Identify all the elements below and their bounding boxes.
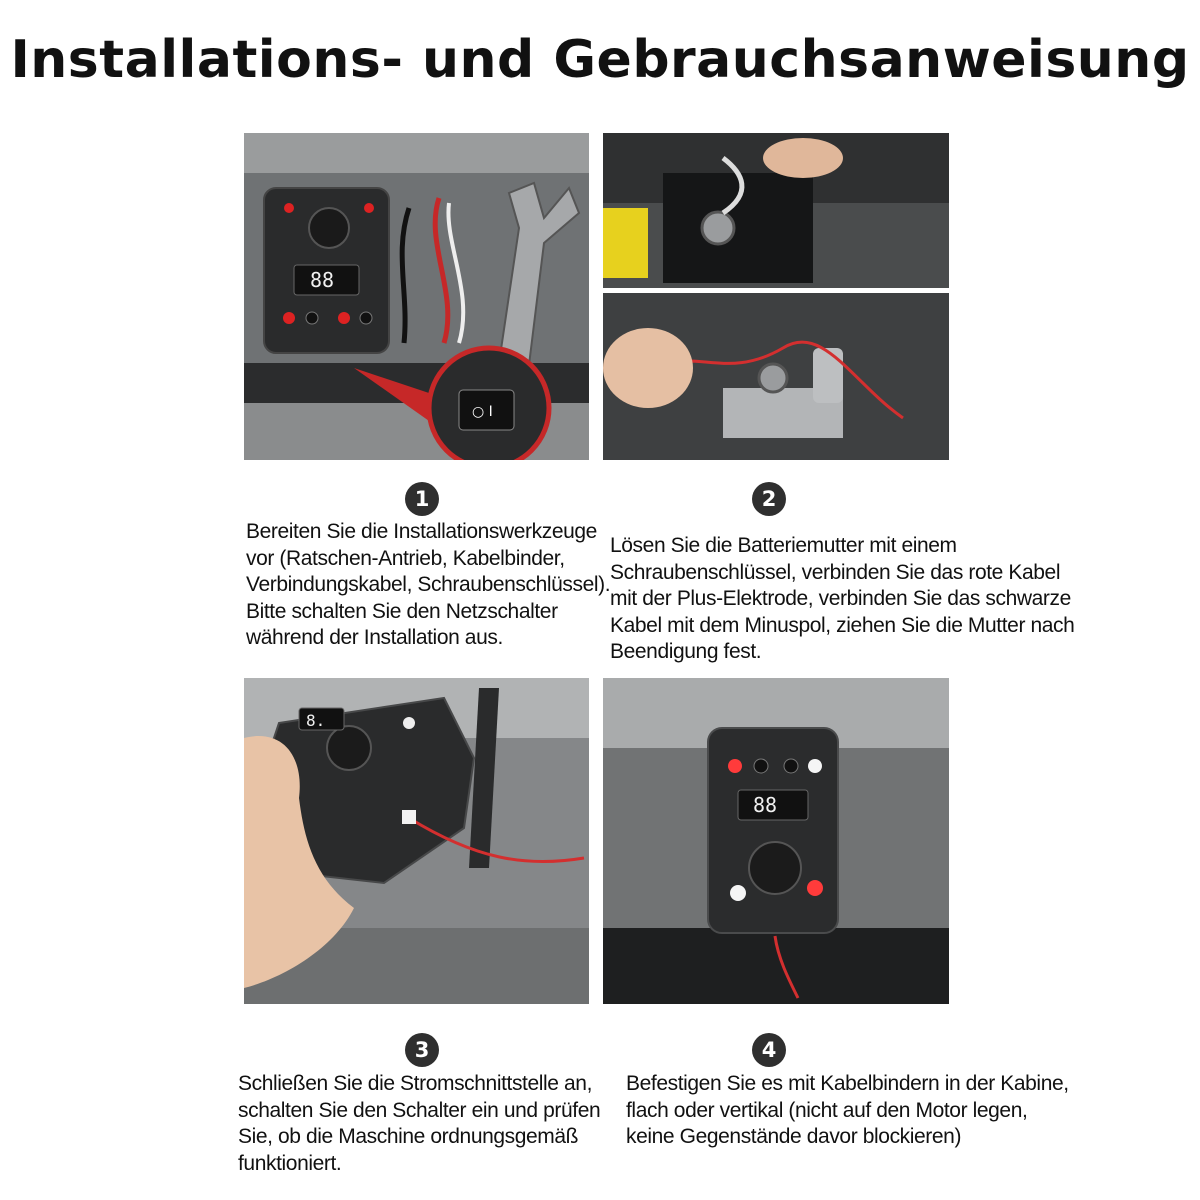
step-2-line: Beendigung fest.: [610, 640, 762, 663]
step-1-description: [246, 519, 610, 652]
step-3-line: schalten Sie den Schalter ein und prüfen: [238, 1098, 601, 1122]
step-2-description: [610, 533, 1074, 666]
photo-step-2: [603, 133, 949, 460]
step-3-line: Sie, ob die Maschine ordnungsgemäß: [238, 1125, 579, 1148]
step-3-line: Schließen Sie die Stromschnittstelle an,: [238, 1072, 593, 1095]
page-title: Installations- und Gebrauchsanweisung: [10, 30, 1190, 90]
step-1-number: 1: [405, 482, 439, 516]
step-3-number: 3: [405, 1033, 439, 1067]
photo-step-4-illustration: [603, 678, 949, 1004]
step-1-line: Verbindungskabel, Schraubenschlüssel).: [246, 573, 611, 596]
svg-text:○ I: ○ I: [472, 404, 493, 420]
step-4-line: flach oder vertikal (nicht auf den Motor legen,: [626, 1098, 1028, 1122]
step-2-line: Kabel mit dem Minuspol, ziehen Sie die Mutter nach: [610, 613, 1075, 637]
step-2-number: 2: [752, 482, 786, 516]
step-3-line: funktioniert.: [238, 1151, 342, 1175]
step-2-line: Schraubenschlüssel, verbinden Sie das rote Kabel: [610, 560, 1061, 584]
photo-step-4: [603, 678, 949, 1004]
step-4-description: [626, 1071, 1069, 1151]
step-2-line: mit der Plus-Elektrode, verbinden Sie das schwarze: [610, 587, 1071, 610]
step-4-line: Befestigen Sie es mit Kabelbindern in der Kabine,: [626, 1072, 1069, 1095]
step-4-line: keine Gegenstände davor blockieren): [626, 1125, 962, 1148]
step-1-line: Bitte schalten Sie den Netzschalter: [246, 599, 558, 623]
photo-step-1: [244, 133, 589, 460]
photo-step-1-illustration: [244, 133, 589, 460]
step-4-number: 4: [752, 1033, 786, 1067]
step-2-line: Lösen Sie die Batteriemutter mit einem: [610, 534, 957, 557]
photo-step-3-illustration: [244, 678, 589, 1004]
step-3-description: [238, 1071, 600, 1177]
device-display-4: 88: [753, 793, 778, 817]
photo-step-3: [244, 678, 589, 1004]
photo-step-2-illustration: [603, 133, 949, 460]
device-display-1: 88: [310, 268, 335, 292]
step-1-line: während der Installation aus.: [246, 626, 503, 649]
step-1-line: Bereiten Sie die Installationswerkzeuge: [246, 520, 597, 543]
step-1-line: vor (Ratschen-Antrieb, Kabelbinder,: [246, 546, 565, 570]
device-display-3: 8.: [306, 711, 326, 730]
